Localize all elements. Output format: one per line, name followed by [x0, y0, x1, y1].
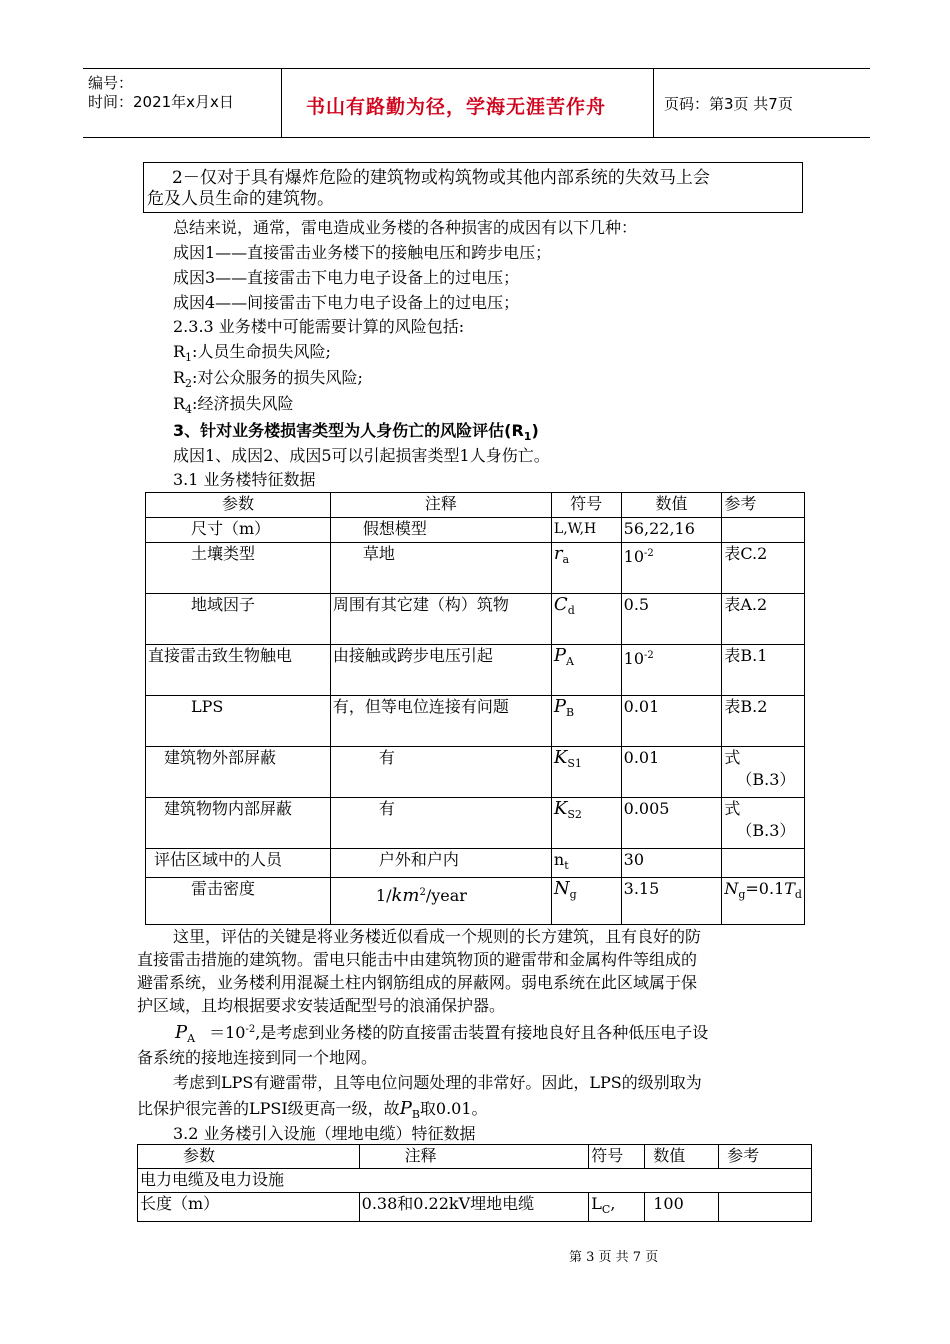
cause-item: 成因4——间接雷击下电力电子设备上的过电压；	[173, 293, 520, 312]
note-cell: 有	[330, 747, 551, 798]
table-row	[146, 645, 805, 696]
symbol-cell: $K_{S1}$	[551, 747, 621, 798]
symbol-cell: L,W,H	[551, 518, 621, 543]
note-cell: 户外和户内	[330, 849, 551, 878]
param-cell: 评估区域中的人员	[146, 849, 331, 878]
table-row	[138, 1169, 812, 1193]
ref-cell: 表B.1	[722, 645, 805, 696]
cable-table	[137, 1144, 812, 1222]
table-row	[146, 594, 805, 645]
ref-cell: $N_g=0.1T_d$	[722, 878, 805, 925]
paragraph-line: $P_A =10^{-2}$,是考虑到业务楼的防直接雷击装置有接地良好且各种低压电子设	[175, 1022, 709, 1045]
page-info: 页码：第3页 共7页	[664, 95, 793, 113]
param-cell: 长度（m）	[138, 1193, 360, 1222]
ref-cell: 表C.2	[722, 543, 805, 594]
table-row	[146, 878, 805, 925]
note-cell: 草地	[330, 543, 551, 594]
symbol-cell: $K_{S2}$	[551, 798, 621, 849]
param-cell: 建筑物外部屏蔽	[146, 747, 331, 798]
paragraph-line: 这里，评估的关键是将业务楼近似看成一个规则的长方建筑，且有良好的防	[173, 927, 702, 946]
ref-cell: 式 （B.3）	[722, 798, 805, 849]
ref-cell	[722, 849, 805, 878]
header-cell: 注释	[330, 493, 551, 518]
note-cell: 0.38和0.22kV埋地电缆	[359, 1193, 589, 1222]
risk-item: $R_1$:人员生命损失风险;	[173, 342, 331, 364]
paragraph-line: 备系统的接地连接到同一个地网。	[137, 1048, 378, 1067]
symbol-cell: $n_t$	[551, 849, 621, 878]
value-cell: 0.5	[621, 594, 722, 645]
value-cell: 0.005	[621, 798, 722, 849]
table-row	[138, 1193, 812, 1222]
value-cell: 56,22,16	[621, 518, 722, 543]
note-cell: 假想模型	[330, 518, 551, 543]
value-cell: 100	[645, 1193, 719, 1222]
group-cell: 电力电缆及电力设施	[138, 1169, 812, 1193]
cause-item: 成因3——直接雷击下电力电子设备上的过电压；	[173, 268, 520, 287]
note-cell: $1/km^2$/year	[330, 878, 551, 925]
header-cell: 参考	[722, 493, 805, 518]
header-cell: 符号	[589, 1145, 645, 1169]
param-cell: 尺寸（m）	[146, 518, 331, 543]
table-row	[146, 747, 805, 798]
note-cell: 有	[330, 798, 551, 849]
risk-item: $R_4$:经济损失风险	[173, 394, 294, 416]
table-caption: 3.2 业务楼引入设施（埋地电缆）特征数据	[173, 1124, 476, 1143]
table-row	[146, 543, 805, 594]
symbol-cell: $P_B$	[551, 696, 621, 747]
risk-item: $R_2$:对公众服务的损失风险;	[173, 368, 363, 390]
header-cell: 参数	[146, 493, 331, 518]
value-cell: $10^{-2}$	[621, 543, 722, 594]
value-cell: 3.15	[621, 878, 722, 925]
paragraph-line: 护区域，且均根据要求安装适配型号的浪涌保护器。	[137, 996, 506, 1015]
table-row	[146, 696, 805, 747]
value-cell: 0.01	[621, 696, 722, 747]
param-cell: 直接雷击致生物触电	[146, 645, 331, 696]
paragraph-line: 比保护很完善的LPSI级更高一级，故$P_B$取0.01。	[137, 1098, 488, 1121]
ref-cell: 表A.2	[722, 594, 805, 645]
paragraph-line: 考虑到LPS有避雷带，且等电位问题处理的非常好。因此，LPS的级别取为	[173, 1073, 702, 1092]
header-cell: 注释	[359, 1145, 589, 1169]
value-cell: 0.01	[621, 747, 722, 798]
cause-item: 成因1——直接雷击业务楼下的接触电压和跨步电压；	[173, 243, 552, 262]
table-header-row	[138, 1145, 812, 1169]
param-cell: 土壤类型	[146, 543, 331, 594]
note-cell: 由接触或跨步电压引起	[330, 645, 551, 696]
header-cell: 数值	[645, 1145, 719, 1169]
header-divider	[653, 69, 654, 137]
ref-cell: 式 （B.3）	[722, 747, 805, 798]
param-cell: 雷击密度	[146, 878, 331, 925]
header-cell: 数值	[621, 493, 722, 518]
note-cell: 周围有其它建（构）筑物	[330, 594, 551, 645]
symbol-cell: $N_g$	[551, 878, 621, 925]
motto: 书山有路勤为径，学海无涯苦作舟	[306, 96, 607, 118]
paragraph-line: 直接雷击措施的建筑物。雷电只能击中由建筑物顶的避雷带和金属构件等组成的	[137, 950, 698, 969]
doc-number: 编号：	[88, 74, 134, 92]
ref-cell: 表B.2	[722, 696, 805, 747]
table-header-row	[146, 493, 805, 518]
doc-date: 时间：2021年x月x日	[88, 93, 234, 111]
note-line: 2－仅对于具有爆炸危险的建筑物或构筑物或其他内部系统的失效马上会	[172, 168, 710, 188]
table-caption: 3.1 业务楼特征数据	[173, 470, 316, 489]
table-row	[146, 518, 805, 543]
header-cell: 符号	[551, 493, 621, 518]
header-cell: 参数	[138, 1145, 360, 1169]
risk-heading: 2.3.3 业务楼中可能需要计算的风险包括:	[173, 317, 465, 336]
header-cell: 参考	[719, 1145, 812, 1169]
paragraph-line: 避雷系统，业务楼利用混凝土柱内钢筋组成的屏蔽网。弱电系统在此区域属于保	[137, 973, 698, 992]
ref-cell	[719, 1193, 812, 1222]
symbol-cell: $L_C$,	[589, 1193, 645, 1222]
symbol-cell: $r_a$	[551, 543, 621, 594]
summary-intro: 总结来说，通常，雷电造成业务楼的各种损害的成因有以下几种：	[173, 218, 638, 237]
feature-table	[145, 492, 805, 925]
value-cell: $10^{-2}$	[621, 645, 722, 696]
param-cell: LPS	[146, 696, 331, 747]
table-row	[146, 798, 805, 849]
section-title: 3、针对业务楼损害类型为人身伤亡的风险评估$(R_1)$	[173, 421, 539, 443]
value-cell: 30	[621, 849, 722, 878]
symbol-cell: $P_A$	[551, 645, 621, 696]
header-divider	[281, 69, 282, 137]
page-footer: 第 3 页 共 7 页	[569, 1250, 659, 1265]
section-intro: 成因1、成因2、成因5可以引起损害类型1人身伤亡。	[173, 446, 550, 465]
param-cell: 地域因子	[146, 594, 331, 645]
ref-cell	[722, 518, 805, 543]
param-cell: 建筑物物内部屏蔽	[146, 798, 331, 849]
table-row	[146, 849, 805, 878]
note-cell: 有，但等电位连接有问题	[330, 696, 551, 747]
symbol-cell: $C_d$	[551, 594, 621, 645]
note-line: 危及人员生命的建筑物。	[147, 189, 334, 209]
